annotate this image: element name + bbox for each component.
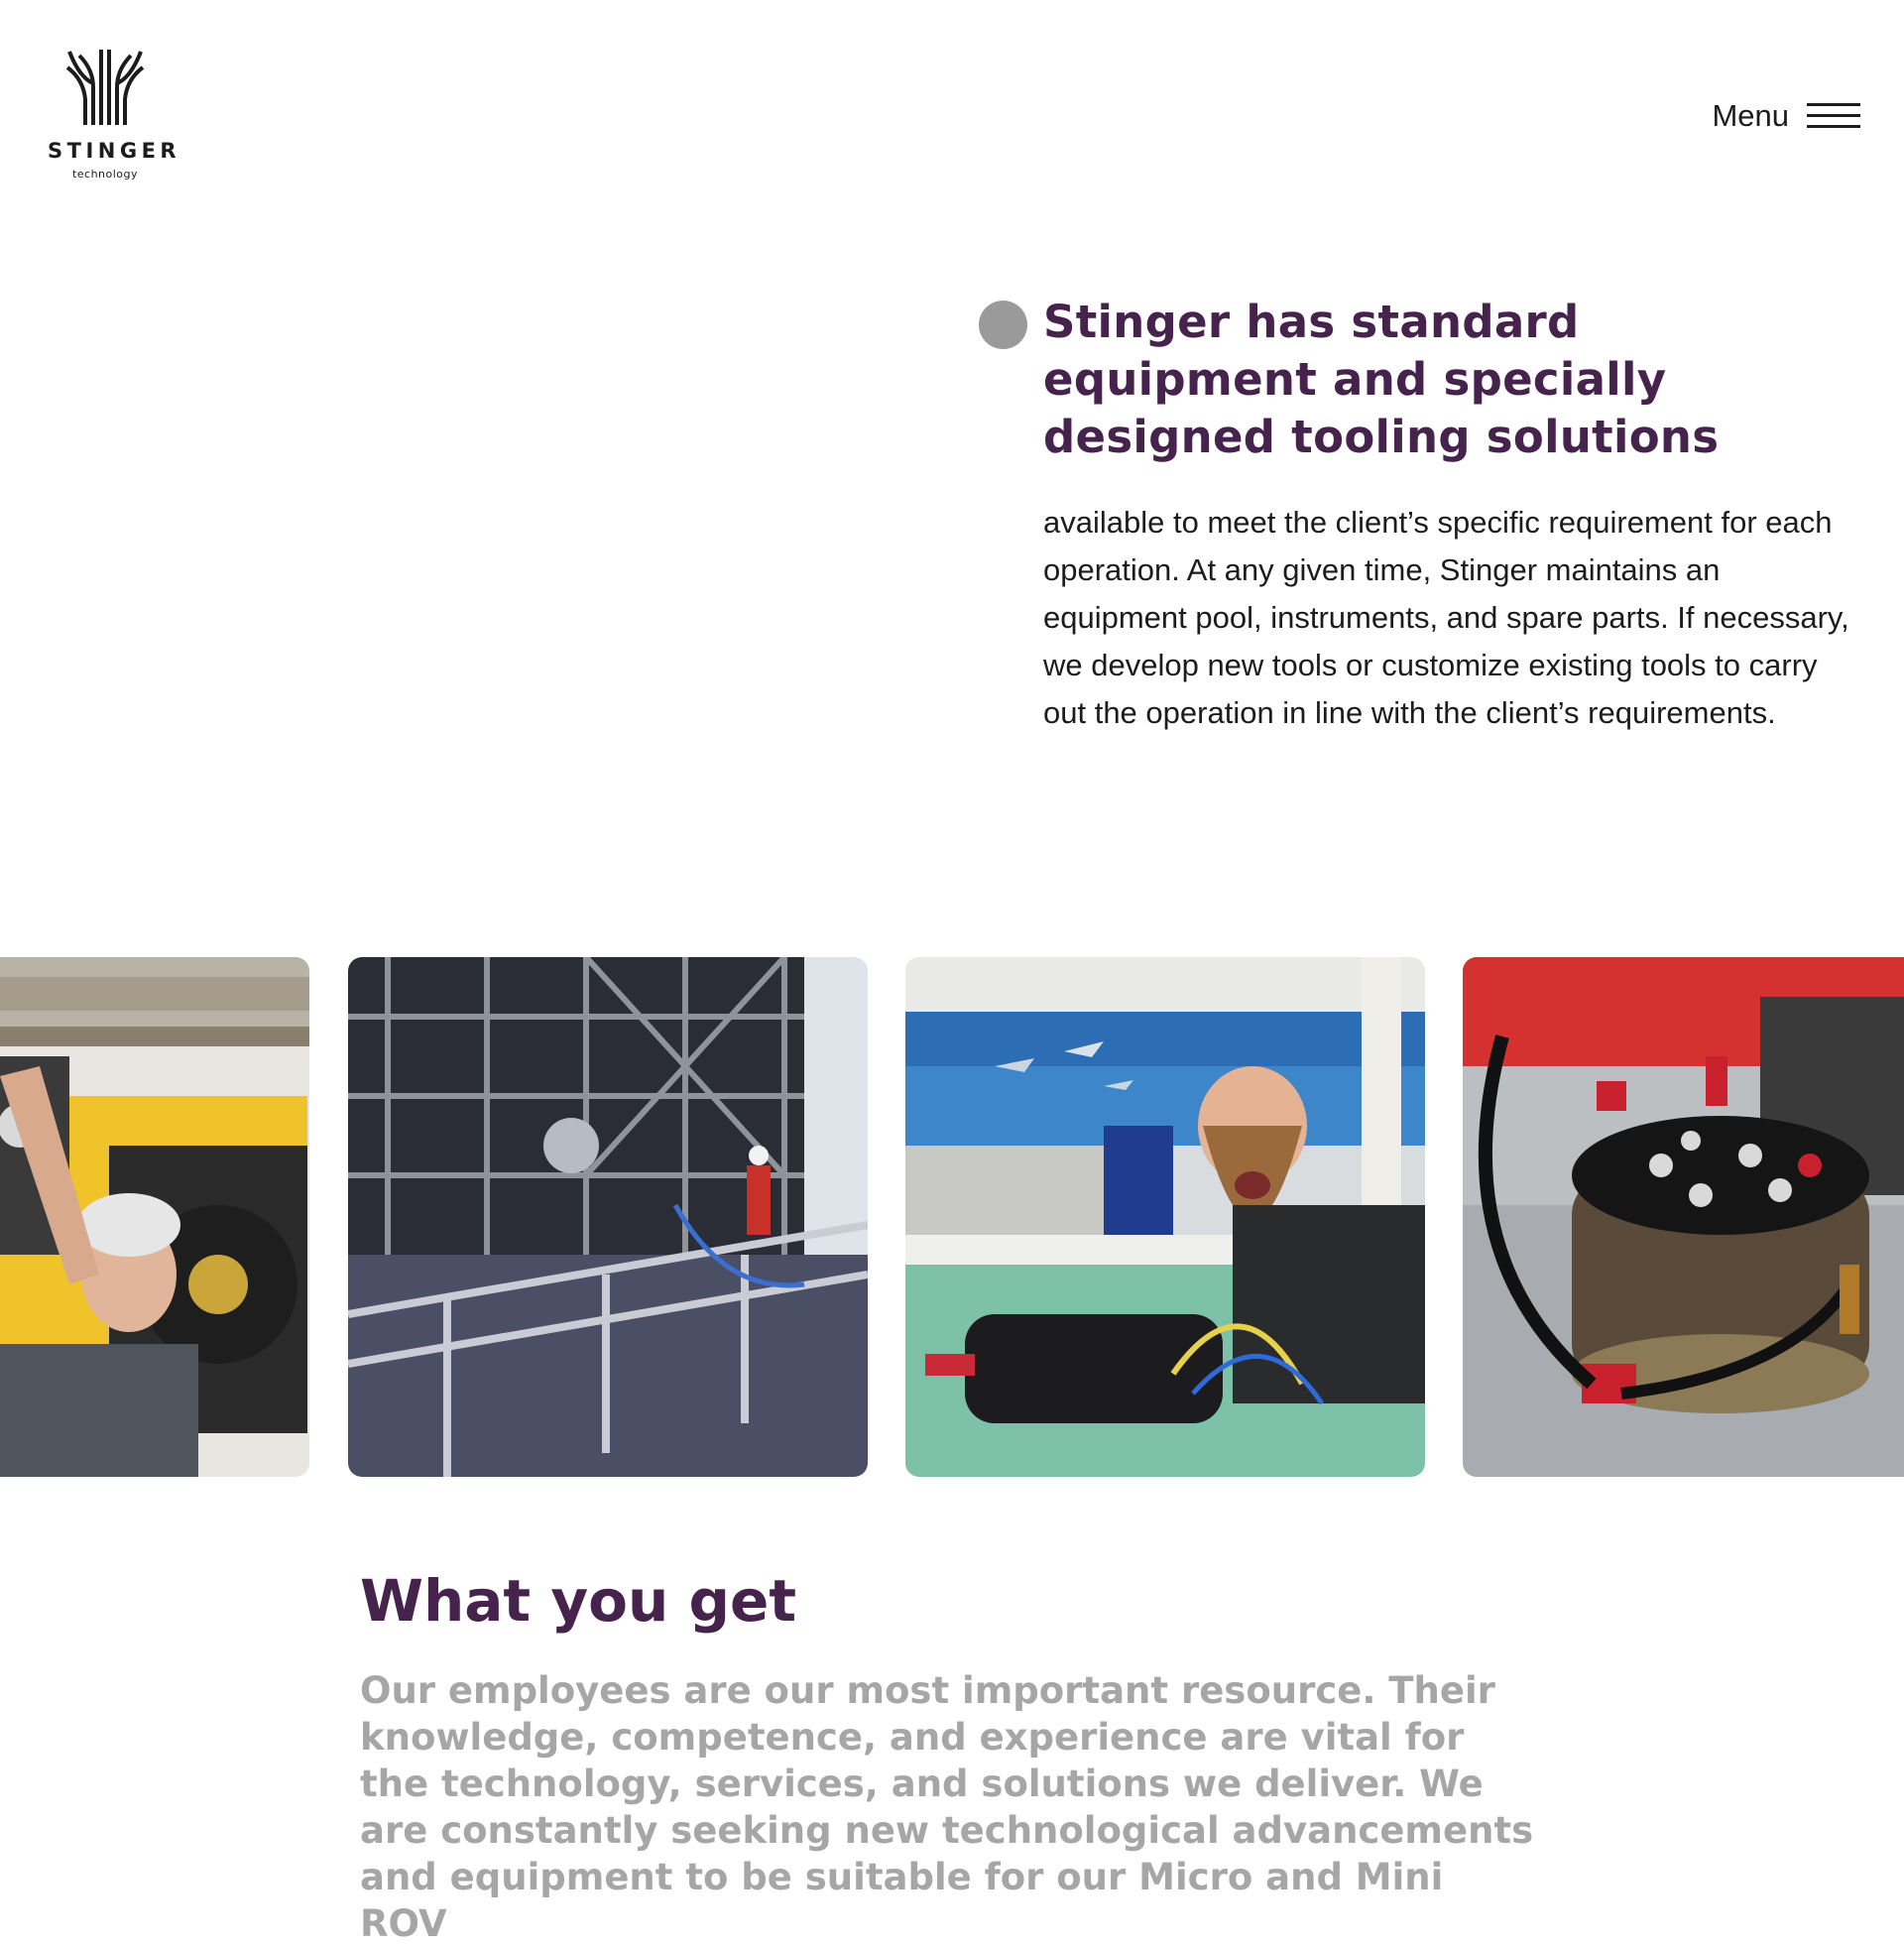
- gallery-photo-technician: [0, 957, 309, 1477]
- gallery-photo-rov-workshop: [905, 957, 1425, 1477]
- photo-gallery[interactable]: [0, 957, 1904, 1478]
- gallery-photo-offshore-platform: [348, 957, 868, 1477]
- intro-title: Stinger has standard equipment and specially designed tooling solutions: [1043, 296, 1720, 463]
- logo-subtitle: technology: [71, 168, 139, 181]
- hamburger-icon: [1807, 103, 1860, 129]
- stinger-logo-icon: [65, 48, 145, 127]
- menu-button[interactable]: [1696, 95, 1860, 137]
- logo-wordmark: STINGER: [48, 139, 181, 163]
- stinger-logo[interactable]: [48, 48, 181, 186]
- intro-body: available to meet the client’s specific requirement for each operation. At any given time, Stinger maintains an equipment pool, instruments, and spare parts. If necessary, we develop new tools or customize existing tools to carry out the operation in line with the client’s requirements.: [1043, 505, 1849, 730]
- gallery-photo-subsea-housing: [1463, 957, 1904, 1477]
- what-you-get-title: What you get: [360, 1567, 797, 1635]
- what-you-get-body: Our employees are our most important resource. Their knowledge, competence, and experience are vital for the technology, services, and solutions we deliver. We are constantly seeking new technological advancements and equipment to be suitable for our Micro and Mini ROV: [360, 1669, 1534, 1945]
- menu-label: Menu: [1712, 98, 1789, 133]
- bullet-dot-icon: [979, 301, 1027, 349]
